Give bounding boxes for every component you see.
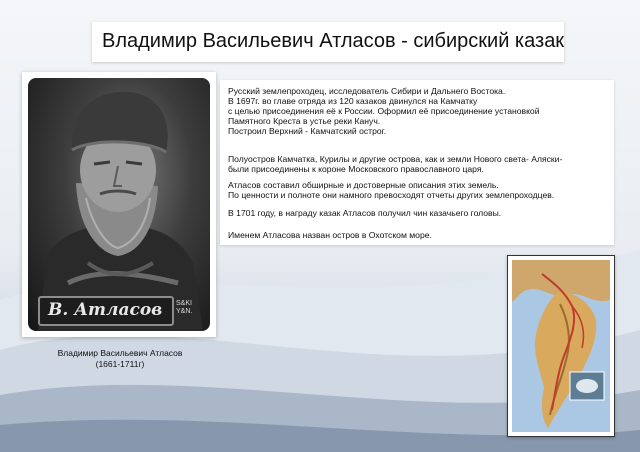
caption-years: (1661-1711г) xyxy=(95,359,145,369)
paragraph-award xyxy=(228,208,612,218)
text-line: По ценности и полноте они намного превосходят отчеты других землепроходцев. xyxy=(228,190,555,200)
portrait-image xyxy=(28,78,210,331)
name-plaque xyxy=(38,296,174,326)
bust-illustration xyxy=(28,78,210,331)
corner-mark xyxy=(176,300,192,316)
page-title: Владимир Васильевич Атласов - сибирский казак xyxy=(102,30,565,52)
biography-panel xyxy=(220,80,614,245)
portrait-caption xyxy=(30,348,210,370)
paragraph-territories xyxy=(228,154,612,174)
paragraph-biography xyxy=(228,86,612,136)
corner-mark-line: Y&N. xyxy=(176,308,193,315)
text-line: с целью присоединения её к России. Оформил её присоединение установкой xyxy=(228,106,540,116)
text-line: Русский землепроходец, исследователь Сибири и Дальнего Востока. xyxy=(228,86,506,96)
caption-name: Владимир Васильевич Атласов xyxy=(57,348,183,358)
portrait-frame xyxy=(22,72,216,337)
text-line: Построил Верхний - Камчатский острог. xyxy=(228,126,387,136)
text-line: В 1697г. во главе отряда из 120 казаков двинулся на Камчатку xyxy=(228,96,478,106)
text-line: Атласов составил обширные и достоверные описания этих земель. xyxy=(228,180,499,190)
kamchatka-map xyxy=(507,255,615,437)
paragraph-descriptions xyxy=(228,180,612,200)
text-line: были присоединены к короне Московского православного царя. xyxy=(228,164,484,174)
text-line: Именем Атласова назван остров в Охотском море. xyxy=(228,230,432,240)
map-illustration xyxy=(512,260,610,432)
plaque-text: В. Атласов xyxy=(48,300,163,320)
paragraph-island xyxy=(228,230,612,240)
text-line: В 1701 году, в награду казак Атласов получил чин казачьего головы. xyxy=(228,208,502,218)
title-bar xyxy=(92,22,564,62)
text-line: Памятного Креста в устье реки Кануч. xyxy=(228,116,381,126)
corner-mark-line: S&KI xyxy=(176,300,192,307)
text-line: Полуостров Камчатка, Курилы и другие острова, как и земли Нового света- Аляски- xyxy=(228,154,563,164)
